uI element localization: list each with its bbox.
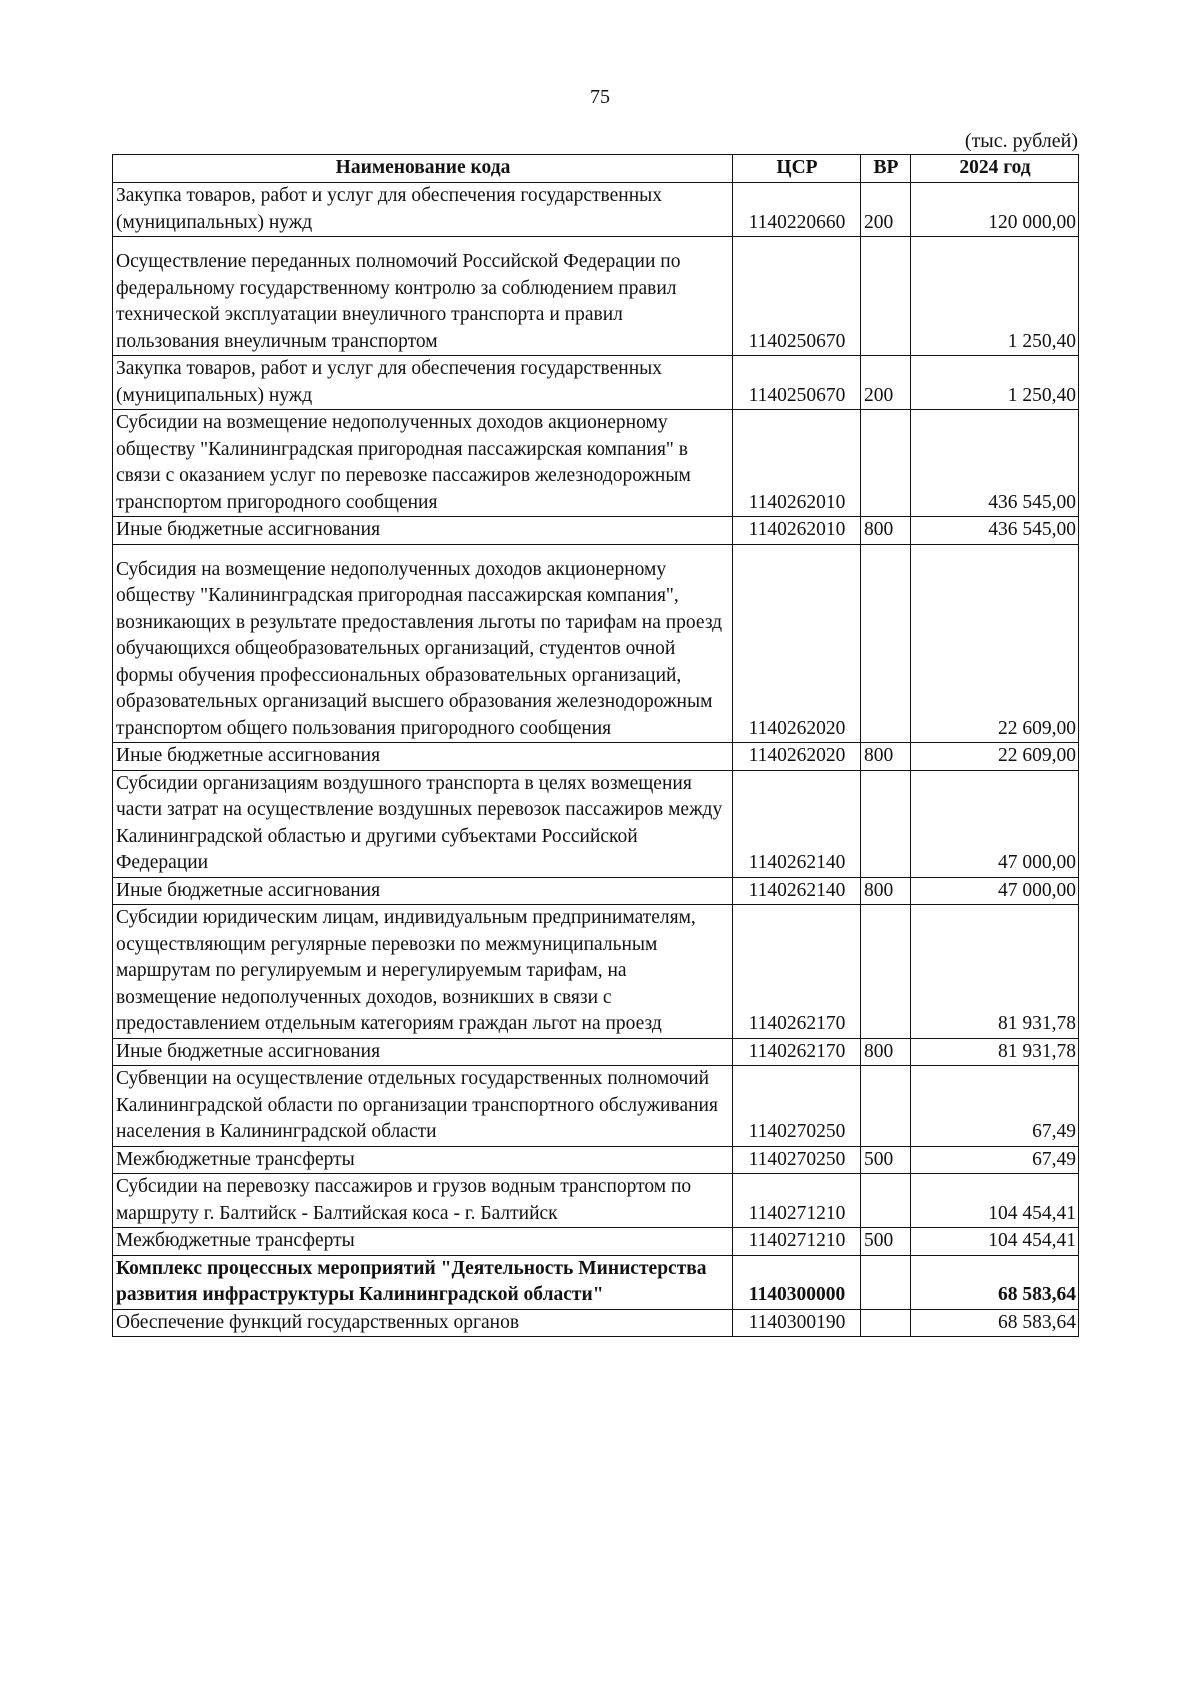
table-row <box>113 1146 1079 1174</box>
row-csr: 1140262020 <box>733 743 861 771</box>
row-amount: 22 609,00 <box>911 743 1079 771</box>
row-csr: 1140262010 <box>733 517 861 545</box>
row-name: Межбюджетные трансферты <box>113 1146 733 1174</box>
row-amount: 67,49 <box>911 1066 1079 1147</box>
row-amount: 1 250,40 <box>911 237 1079 356</box>
table-row <box>113 1255 1079 1309</box>
row-csr: 1140262010 <box>733 410 861 517</box>
row-name: Иные бюджетные ассигнования <box>113 1038 733 1066</box>
table-row <box>113 517 1079 545</box>
row-name: Закупка товаров, работ и услуг для обеспечения государственных (муниципальных) нужд <box>113 356 733 410</box>
row-amount: 1 250,40 <box>911 356 1079 410</box>
row-vr <box>861 1066 911 1147</box>
row-name: Иные бюджетные ассигнования <box>113 517 733 545</box>
row-csr: 1140220660 <box>733 183 861 237</box>
row-csr: 1140262140 <box>733 770 861 877</box>
header-amount: 2024 год <box>911 155 1079 183</box>
table-body <box>113 183 1079 1337</box>
table-row <box>113 410 1079 517</box>
row-vr <box>861 410 911 517</box>
row-vr <box>861 544 911 743</box>
table-row <box>113 544 1079 743</box>
row-csr: 1140262170 <box>733 1038 861 1066</box>
table-row <box>113 1228 1079 1256</box>
row-vr <box>861 1255 911 1309</box>
table-row <box>113 877 1079 905</box>
row-amount: 436 545,00 <box>911 410 1079 517</box>
table-row <box>113 905 1079 1039</box>
row-amount: 104 454,41 <box>911 1174 1079 1228</box>
row-name: Обеспечение функций государственных органов <box>113 1309 733 1337</box>
table-row <box>113 237 1079 356</box>
table-header <box>113 155 1079 183</box>
row-amount: 104 454,41 <box>911 1228 1079 1256</box>
row-vr: 800 <box>861 1038 911 1066</box>
row-csr: 1140270250 <box>733 1066 861 1147</box>
row-csr: 1140271210 <box>733 1174 861 1228</box>
row-vr: 800 <box>861 517 911 545</box>
table-row <box>113 1066 1079 1147</box>
table-row <box>113 356 1079 410</box>
row-name: Субсидии на возмещение недополученных доходов акционерному обществу "Калининградская пригородная пассажирская компания" в связи с оказанием услуг по перевозке пассажиров железнодорожным транспортом пригородного сообщения <box>113 410 733 517</box>
units-label: (тыс. рублей) <box>964 130 1078 152</box>
row-amount: 47 000,00 <box>911 770 1079 877</box>
row-name: Комплекс процессных мероприятий "Деятельность Министерства развития инфраструктуры Калининградской области" <box>113 1255 733 1309</box>
row-name: Осуществление переданных полномочий Российской Федерации по федеральному государственному контролю за соблюдением правил технической эксплуатации внеуличного транспорта и правил пользования внеуличным транспортом <box>113 237 733 356</box>
row-csr: 1140270250 <box>733 1146 861 1174</box>
row-vr: 200 <box>861 356 911 410</box>
row-amount: 67,49 <box>911 1146 1079 1174</box>
row-vr <box>861 770 911 877</box>
table-row <box>113 1038 1079 1066</box>
header-vr: ВР <box>861 155 911 183</box>
row-csr: 1140271210 <box>733 1228 861 1256</box>
row-amount: 81 931,78 <box>911 905 1079 1039</box>
row-vr <box>861 905 911 1039</box>
row-csr: 1140262140 <box>733 877 861 905</box>
row-vr <box>861 1174 911 1228</box>
table-row <box>113 1309 1079 1337</box>
row-name: Субсидия на возмещение недополученных доходов акционерному обществу "Калининградская пригородная пассажирская компания", возникающих в результате предоставления льготы по тарифам на проезд обучающихся общеобразовательных организаций, студентов очной формы обучения профессиональных образовательных организаций, образовательных организаций высшего образования железнодорожным транспортом общего пользования пригородного сообщения <box>113 544 733 743</box>
header-row <box>113 155 1079 183</box>
row-csr: 1140250670 <box>733 237 861 356</box>
row-vr: 500 <box>861 1146 911 1174</box>
row-vr: 500 <box>861 1228 911 1256</box>
header-name: Наименование кода <box>113 155 733 183</box>
header-csr: ЦСР <box>733 155 861 183</box>
row-vr: 800 <box>861 877 911 905</box>
row-name: Субсидии юридическим лицам, индивидуальным предпринимателям, осуществляющим регулярные перевозки по межмуниципальным маршрутам по регулируемым и нерегулируемым тарифам, на возмещение недополученных доходов, возникших в связи с предоставлением отдельным категориям граждан льгот на проезд <box>113 905 733 1039</box>
row-vr <box>861 237 911 356</box>
row-name: Иные бюджетные ассигнования <box>113 877 733 905</box>
row-csr: 1140300190 <box>733 1309 861 1337</box>
table-row <box>113 1174 1079 1228</box>
row-vr <box>861 1309 911 1337</box>
row-csr: 1140250670 <box>733 356 861 410</box>
row-csr: 1140262170 <box>733 905 861 1039</box>
row-amount: 120 000,00 <box>911 183 1079 237</box>
row-csr: 1140262020 <box>733 544 861 743</box>
row-name: Иные бюджетные ассигнования <box>113 743 733 771</box>
row-amount: 47 000,00 <box>911 877 1079 905</box>
row-name: Субсидии организациям воздушного транспорта в целях возмещения части затрат на осуществление воздушных перевозок пассажиров между Калининградской областью и другими субъектами Российской Федерации <box>113 770 733 877</box>
row-amount: 68 583,64 <box>911 1309 1079 1337</box>
row-csr: 1140300000 <box>733 1255 861 1309</box>
budget-table <box>112 154 1079 1337</box>
row-name: Субсидии на перевозку пассажиров и грузов водным транспортом по маршруту г. Балтийск - Балтийская коса - г. Балтийск <box>113 1174 733 1228</box>
row-amount: 68 583,64 <box>911 1255 1079 1309</box>
row-name: Закупка товаров, работ и услуг для обеспечения государственных (муниципальных) нужд <box>113 183 733 237</box>
row-vr: 800 <box>861 743 911 771</box>
row-name: Субвенции на осуществление отдельных государственных полномочий Калининградской области по организации транспортного обслуживания населения в Калининградской области <box>113 1066 733 1147</box>
row-amount: 22 609,00 <box>911 544 1079 743</box>
table-row <box>113 183 1079 237</box>
row-vr: 200 <box>861 183 911 237</box>
row-name: Межбюджетные трансферты <box>113 1228 733 1256</box>
page-number: 75 <box>590 86 610 108</box>
row-amount: 81 931,78 <box>911 1038 1079 1066</box>
table-row <box>113 770 1079 877</box>
row-amount: 436 545,00 <box>911 517 1079 545</box>
table-row <box>113 743 1079 771</box>
